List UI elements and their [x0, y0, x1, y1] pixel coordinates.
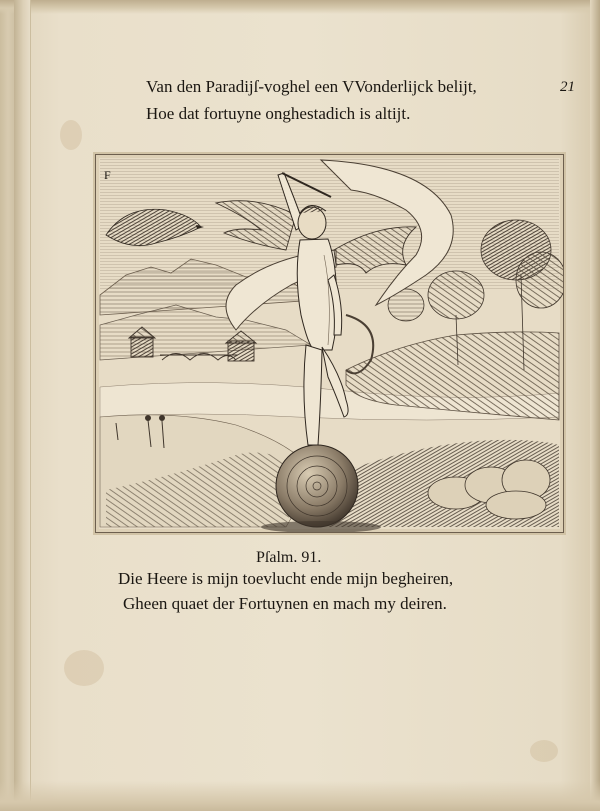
emblem-motto-line-2: Hoe dat fortuyne onghestadich is altijt.: [146, 104, 411, 123]
foxing-stain: [64, 650, 104, 686]
page-right-edge: [590, 0, 600, 811]
emblem-motto-line-1: Van den Paradijſ-voghel een VVonderlijck belijt,: [146, 77, 477, 96]
page-bottom-edge: [0, 781, 600, 811]
binding-edge: [14, 0, 31, 811]
page-top-shadow: [0, 0, 600, 14]
engraving-plate: [95, 154, 564, 533]
page-number: 21: [560, 79, 575, 95]
foxing-stain: [530, 740, 558, 762]
foxing-stain: [60, 120, 82, 150]
plate-letter: F: [104, 168, 111, 182]
verse-reference: Pſalm. 91.: [256, 549, 322, 566]
engraving-fortune-on-sphere: [96, 155, 563, 532]
sphere: [276, 445, 358, 527]
verse-line-1: Die Heere is mijn toevlucht ende mijn begheiren,: [118, 569, 454, 588]
verse-line-2: Gheen quaet der Fortuynen en mach my deiren.: [123, 594, 447, 613]
